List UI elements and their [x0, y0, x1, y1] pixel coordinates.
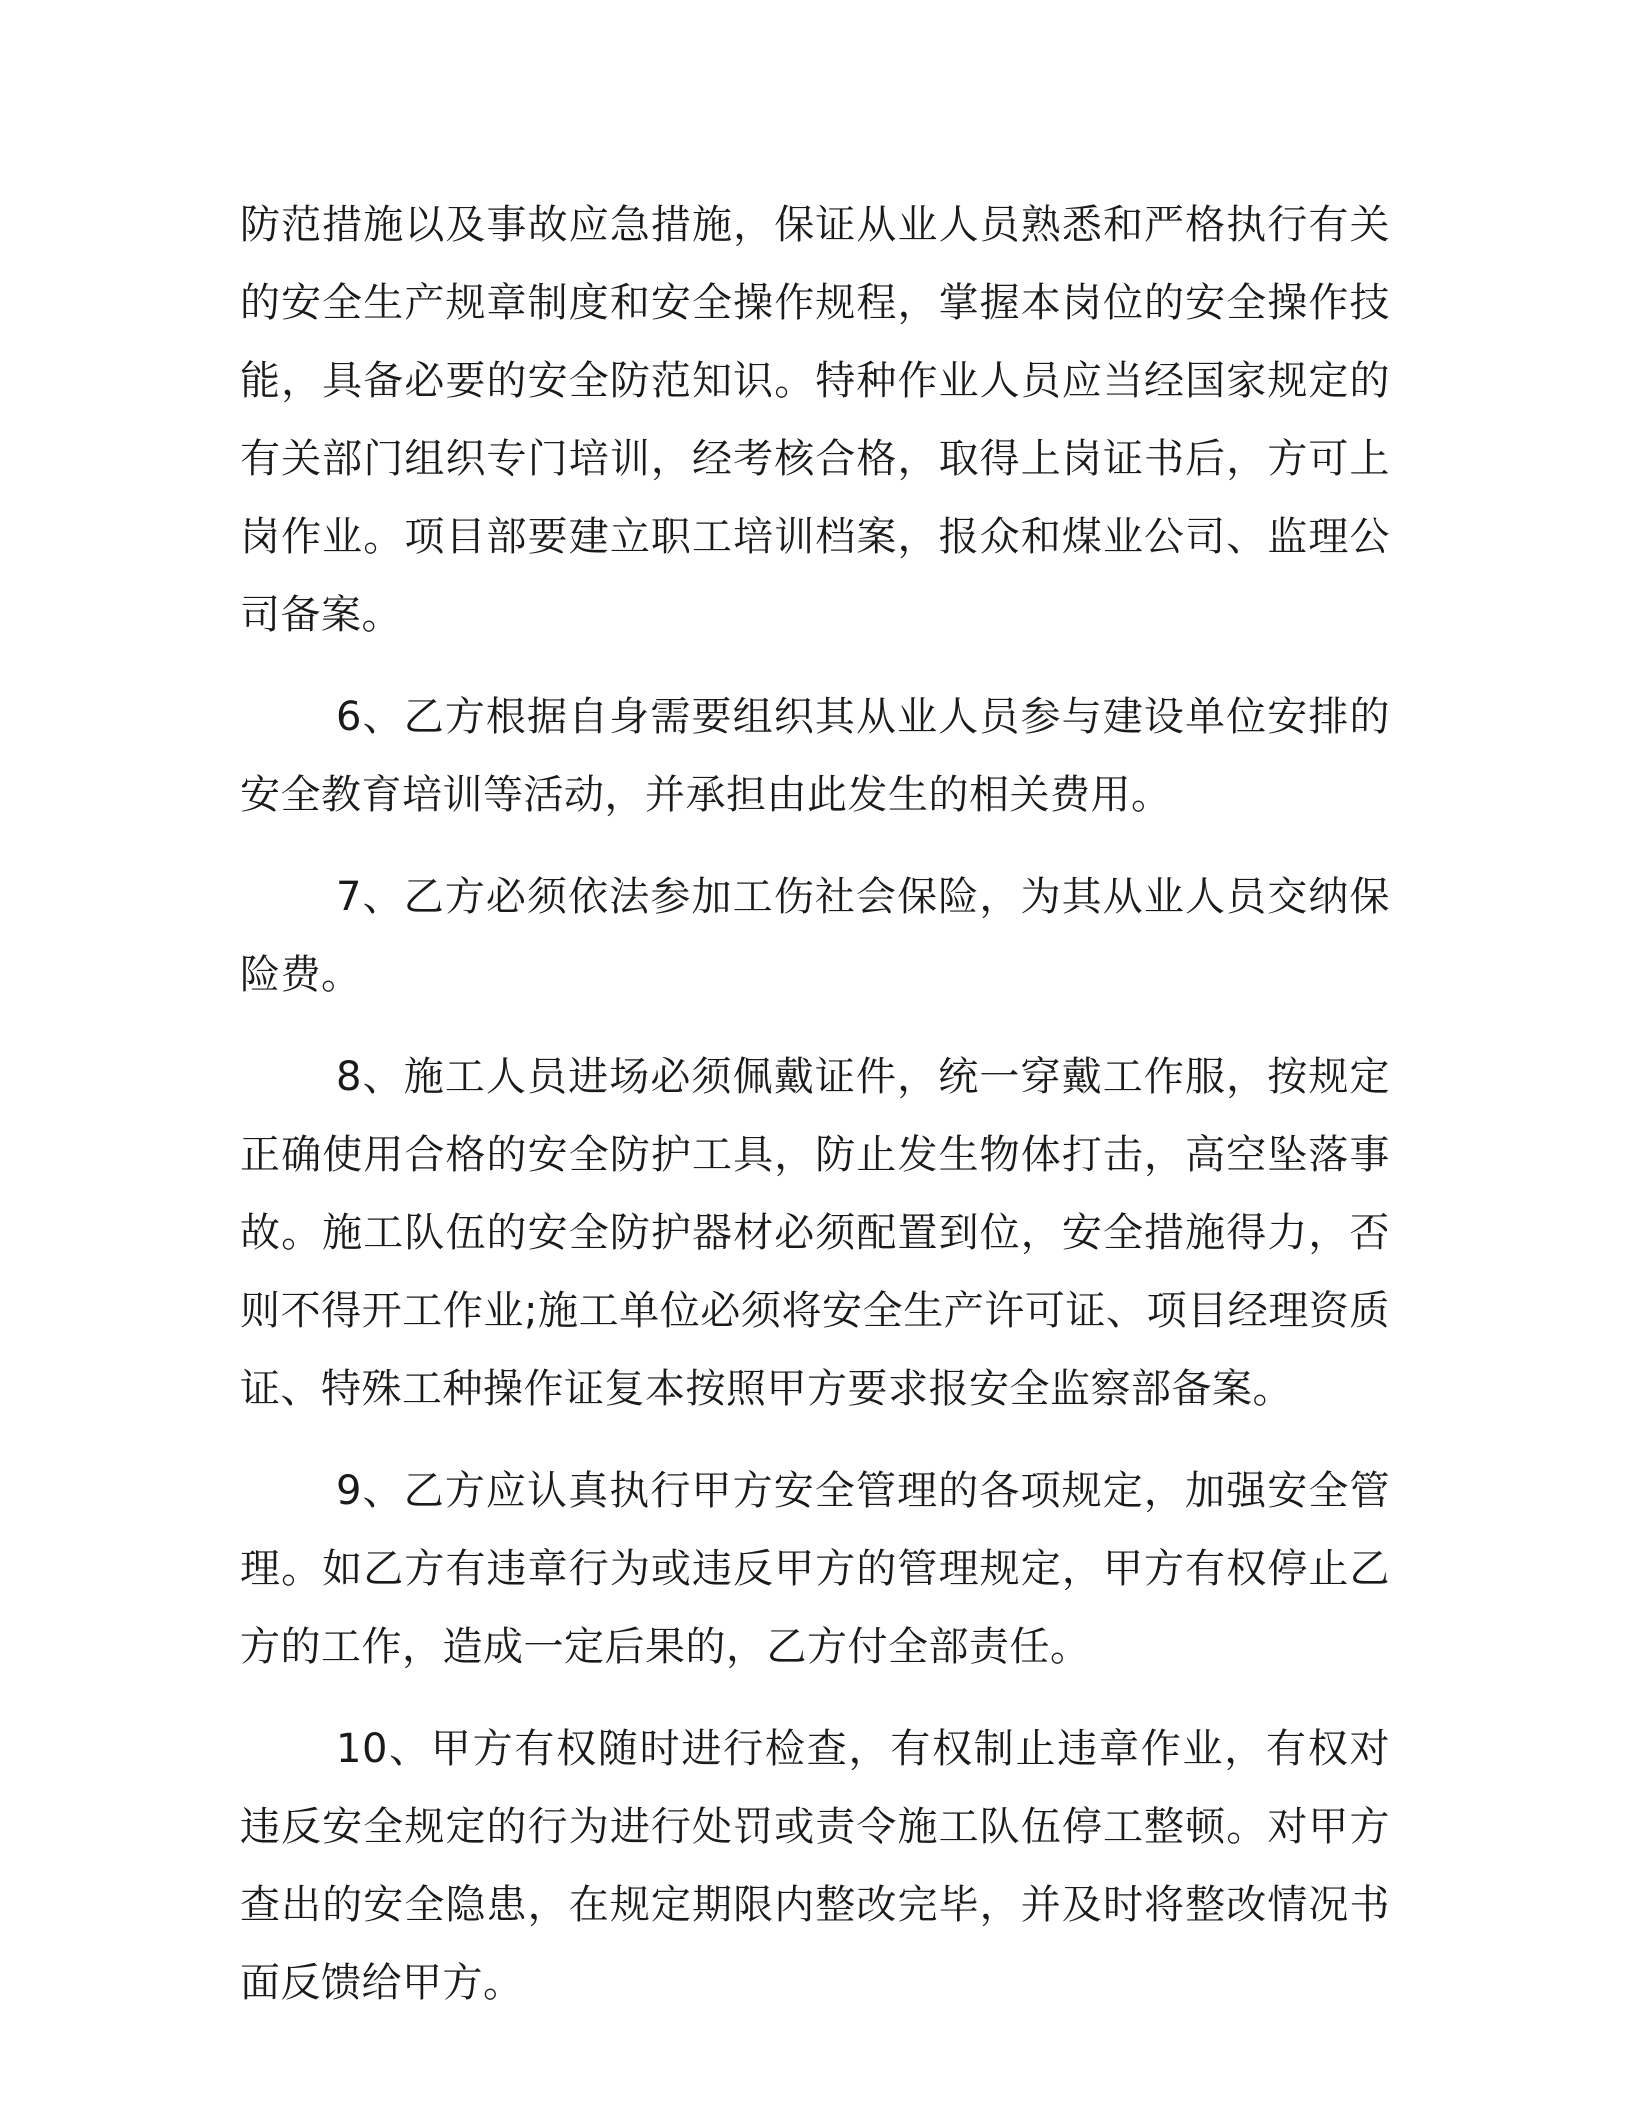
paragraph-item-10: 10、甲方有权随时进行检查，有权制止违章作业，有权对违反安全规定的行为进行处罚或责令施工队伍停工整顿。对甲方查出的安全隐患，在规定期限内整改完毕，并及时将整改情况书面反馈给甲方。 [240, 1726, 1390, 2006]
paragraph-item-8: 8、施工人员进场必须佩戴证件，统一穿戴工作服，按规定正确使用合格的安全防护工具，防止发生物体打击，高空坠落事故。施工队伍的安全防护器材必须配置到位，安全措施得力，否则不得开工作业;施工单位必须将安全生产许可证、项目经理资质证、特殊工种操作证复本按照甲方要求报安全监察部备案。 [240, 1054, 1390, 1412]
paragraph-continuation: 防范措施以及事故应急措施，保证从业人员熟悉和严格执行有关的安全生产规章制度和安全操作规程，掌握本岗位的安全操作技能，具备必要的安全防范知识。特种作业人员应当经国家规定的有关部门组织专门培训，经考核合格，取得上岗证书后，方可上岗作业。项目部要建立职工培训档案，报众和煤业公司、监理公司备案。 [240, 202, 1390, 638]
document-body [240, 186, 1390, 2046]
paragraph-item-9: 9、乙方应认真执行甲方安全管理的各项规定，加强安全管理。如乙方有违章行为或违反甲方的管理规定，甲方有权停止乙方的工作，造成一定后果的，乙方付全部责任。 [240, 1468, 1390, 1670]
paragraph-item-6: 6、乙方根据自身需要组织其从业人员参与建设单位安排的安全教育培训等活动，并承担由此发生的相关费用。 [240, 694, 1390, 818]
paragraph-item-7: 7、乙方必须依法参加工伤社会保险，为其从业人员交纳保险费。 [240, 874, 1390, 998]
